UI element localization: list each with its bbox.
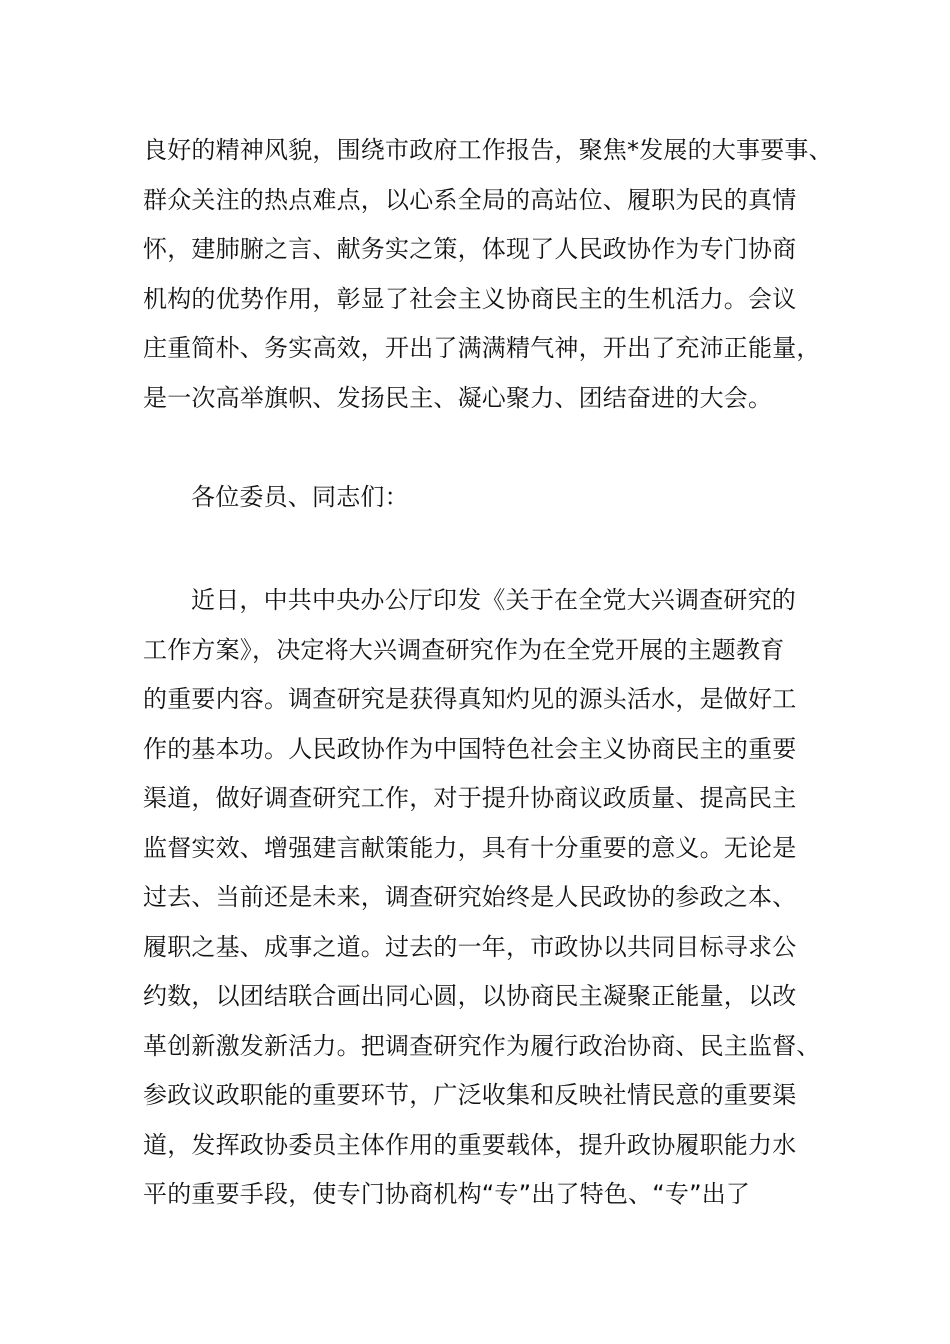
text-line: 作的基本功。人民政协作为中国特色社会主义协商民主的重要 xyxy=(143,734,797,763)
text-line: 渠道，做好调查研究工作，对于提升协商议政质量、提高民主 xyxy=(143,784,797,812)
text-line: 良好的精神风貌，围绕市政府工作报告，聚焦*发展的大事要事、 xyxy=(143,136,833,164)
text-line: 道，发挥政协委员主体作用的重要载体，提升政协履职能力水 xyxy=(143,1130,797,1159)
text-line: 怀，建肺腑之言、献务实之策，体现了人民政协作为专门协商 xyxy=(143,235,797,263)
text-line: 的重要内容。调查研究是获得真知灼见的源头活水，是做好工 xyxy=(143,685,797,713)
text-line: 庄重简朴、务实高效，开出了满满精气神，开出了充沛正能量， xyxy=(143,334,821,362)
text-line: 各位委员、同志们： xyxy=(191,483,409,511)
text-line: 监督实效、增强建言献策能力，具有十分重要的意义。无论是 xyxy=(143,833,797,862)
text-line: 约数，以团结联合画出同心圆，以协商民主凝聚正能量，以改 xyxy=(143,982,797,1010)
paragraph-research-work xyxy=(143,576,833,1220)
text-line: 平的重要手段，使专门协商机构“专”出了特色、“专”出了 xyxy=(143,1180,751,1208)
text-line: 机构的优势作用，彰显了社会主义协商民主的生机活力。会议 xyxy=(143,284,797,313)
text-line: 工作方案》，决定将大兴调查研究作为在全党开展的主题教育 xyxy=(143,635,785,664)
text-line: 过去、当前还是未来，调查研究始终是人民政协的参政之本、 xyxy=(143,883,797,911)
paragraph-salutation xyxy=(143,473,833,523)
text-line: 近日，中共中央办公厅印发《关于在全党大兴调查研究的 xyxy=(191,586,796,614)
text-line: 参政议政职能的重要环节，广泛收集和反映社情民意的重要渠 xyxy=(143,1081,797,1109)
text-line: 履职之基、成事之道。过去的一年，市政协以共同目标寻求公 xyxy=(143,932,797,961)
paragraph-meeting-summary xyxy=(143,126,833,423)
text-line: 是一次高举旗帜、发扬民主、凝心聚力、团结奋进的大会。 xyxy=(143,383,773,412)
text-line: 群众关注的热点难点，以心系全局的高站位、履职为民的真情 xyxy=(143,185,797,214)
text-line: 革创新激发新活力。把调查研究作为履行政治协商、民主监督、 xyxy=(143,1031,821,1060)
